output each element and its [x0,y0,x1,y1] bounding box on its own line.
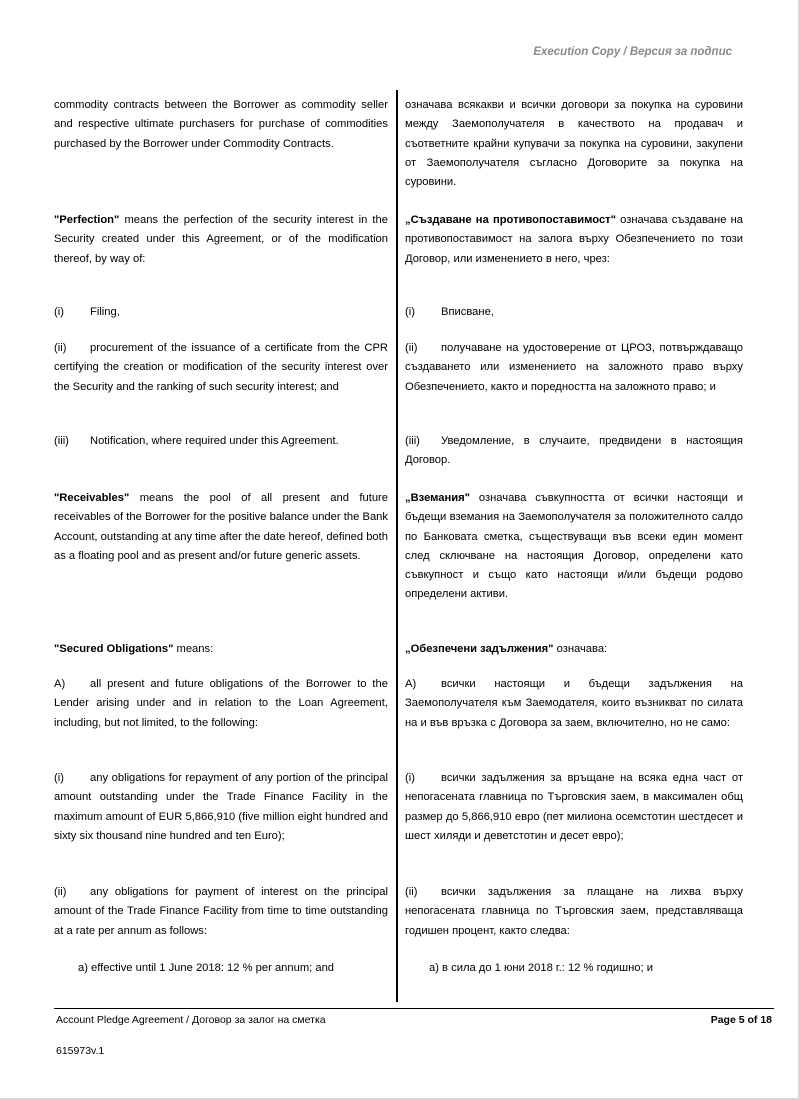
item-text: всички задължения за плащане на лихва върху непогасената главница по Търговския заем, представляваща годишен процент, както следва: [405,886,743,937]
item-text: any obligations for payment of interest on the principal amount of the Trade Finance Facility from time to time outstanding at a rate per annum as follows: [54,886,388,937]
item-text: всички настоящи и бъдещи задължения на Заемополучателя към Заемодателя, които възникват по силата на и във връзка с Договора за заем, включително, но не само: [405,678,743,729]
page-number: Page 5 of 18 [710,1014,772,1026]
item-number: (ii) [405,886,418,898]
receivables-definition [54,489,388,566]
item-number: (ii) [54,886,67,898]
bilingual-columns [54,90,742,1002]
item-a-ii [405,883,743,941]
item-text: all present and future obligations of the Borrower to the Lender arising under and in relation to the Loan Agreement, including, but not limited, to the following: [54,678,388,729]
sub-item-a: a) effective until 1 June 2018: 12 % per annum; and [78,962,335,974]
item-ii [405,339,743,397]
sub-item-a: а) в сила до 1 юни 2018 г.: 12 % годишно; и [429,962,653,974]
item-text: procurement of the issuance of a certificate from the CPR certifying the creation or modification of the security interest over the Security and the ranking of such security interest; and [54,342,388,393]
receivables-definition [405,489,743,605]
item-number: (i) [405,772,415,784]
footer-rule [54,1008,774,1009]
item-a-i [54,769,388,846]
item-ii [54,339,388,397]
perfection-text: означава създаване на противопоставимост на залога върху Обезпечението по този Договор, или изменението в него, чрез: [405,214,743,265]
item-text: Filing, [90,306,120,318]
item-text: Notification, where required under this Agreement. [90,435,339,447]
footer-title: Account Pledge Agreement / Договор за залог на сметка [56,1014,326,1026]
item-i [54,303,388,322]
item-a-ii [54,883,388,941]
item-number: (i) [54,306,64,318]
item-number: (ii) [54,342,67,354]
item-text: Вписване, [441,306,494,318]
perfection-text: means the perfection of the security interest in the Security created under this Agreement, or of the modification thereof, by way of: [54,214,388,265]
perfection-term: "Perfection" [54,214,120,226]
secured-obligations-definition [54,640,388,659]
receivables-term: „Вземания" [405,492,470,504]
perfection-term: „Създаване на противопоставимост" [405,214,616,226]
item-a [405,675,743,733]
secured-obligations-term: „Обезпечени задължения" [405,643,554,655]
item-text: Уведомление, в случаите, предвидени в настоящия Договор. [405,435,743,467]
item-text: всички задължения за връщане на всяка една част от непогасената главница по Търговския заем, в максимален общ размер до 5,866,910 евро (пет милиона осемстотин шестдесет и шест хиляди и деветстотин и десет евро); [405,772,743,842]
item-number: (iii) [405,435,420,447]
item-a [54,675,388,733]
item-a-i [405,769,743,846]
secured-obligations-text: означава: [553,643,608,655]
column-divider [396,90,398,1002]
commodity-contracts-paragraph: означава всякакви и всички договори за покупка на суровини между Заемополучателя в качеството на продавач и съответните крайни купувачи за покупка на суровини, закупени от Заемополучателя съгласно Договорите за покупка на суровини. [405,99,743,189]
item-iii [54,432,388,451]
receivables-text: означава съвкупността от всички настоящи и бъдещи вземания на Заемополучателя за положителното салдо по Банковата сметка, съществуващи във всеки един момент след сключване на настоящия Договор, определени като съвкупност и също като настоящи и/или бъдещи родово определени активи. [405,492,743,601]
perfection-definition [405,211,743,269]
secured-obligations-text: means: [173,643,214,655]
perfection-definition [54,211,388,269]
item-number: (i) [54,772,64,784]
item-text: any obligations for repayment of any portion of the principal amount outstanding under the Trade Finance Facility in the maximum amount of EUR 5,866,910 (five million eight hundred and sixty six thousand nine hundred and ten Euro); [54,772,388,842]
item-number: (i) [405,306,415,318]
header-note: Execution Copy / Версия за подпис [533,46,732,58]
item-number: A) [405,678,417,690]
item-i [405,303,743,322]
item-number: (ii) [405,342,418,354]
item-text: получаване на удостоверение от ЦРОЗ, потвърждаващо създаването или изменението на заложното право върху Обезпечението, както и поредността на заложното право; и [405,342,743,393]
commodity-contracts-paragraph: commodity contracts between the Borrower as commodity seller and respective ultimate purchasers for purchase of commodities purchased by the Borrower under Commodity Contracts. [54,99,388,150]
receivables-text: means the pool of all present and future receivables of the Borrower for the positive balance under the Bank Account, outstanding at any time after the date hereof, defined both as a floating pool and as present and/or future generic assets. [54,492,388,562]
item-iii [405,432,743,471]
secured-obligations-definition [405,640,743,659]
secured-obligations-term: "Secured Obligations" [54,643,174,655]
item-number: (iii) [54,435,69,447]
item-number: A) [54,678,66,690]
receivables-term: "Receivables" [54,492,130,504]
document-id: 615973v.1 [56,1045,105,1057]
